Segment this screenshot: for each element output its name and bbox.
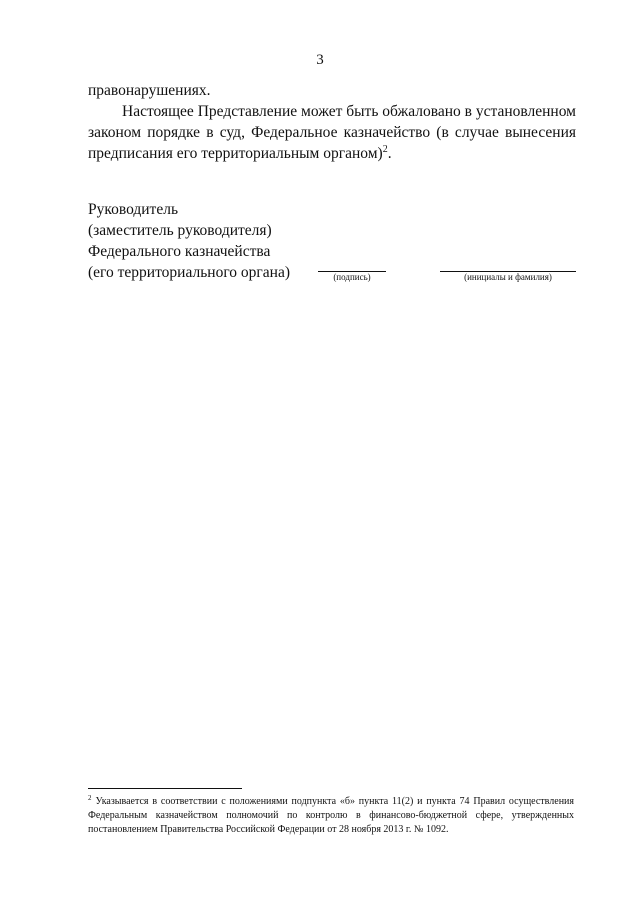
signature-field (318, 271, 386, 283)
initials-caption: (инициалы и фамилия) (464, 272, 552, 282)
signatory-line: Федерального казначейства (88, 243, 271, 260)
signatory-line: (заместитель руководителя) (88, 222, 272, 239)
signature-caption: (подпись) (333, 272, 371, 282)
appeal-paragraph-text: Настоящее Представление может быть обжаловано в установленном законом порядке в суд, Федеральное казначейство (в случае вынесения предписания его территориальным органом) (88, 103, 576, 162)
signatory-block (88, 199, 290, 283)
body-text (88, 80, 576, 164)
footnote-reference: 2 (382, 143, 388, 155)
page-number: 3 (316, 52, 324, 68)
signatory-line: (его территориального органа) (88, 264, 290, 281)
appeal-paragraph (88, 101, 576, 164)
signatory-line: Руководитель (88, 201, 179, 218)
initials-field (440, 271, 576, 283)
footnote (88, 795, 574, 837)
footnote-separator (88, 788, 242, 789)
paragraph-end: . (387, 145, 392, 162)
footnote-text: Указывается в соответствии с положениями подпункта «б» пункта 11(2) и пункта 74 Правил осуществления Федеральным казначейством полномочий по контролю в финансово-бюджетной сфере, утвержденных постановлением Правительства Российской Федерации от 28 ноября 2013 г. № 1092. (88, 796, 574, 835)
footnote-marker: 2 (88, 793, 92, 802)
continuation-line: правонарушениях. (88, 82, 211, 99)
